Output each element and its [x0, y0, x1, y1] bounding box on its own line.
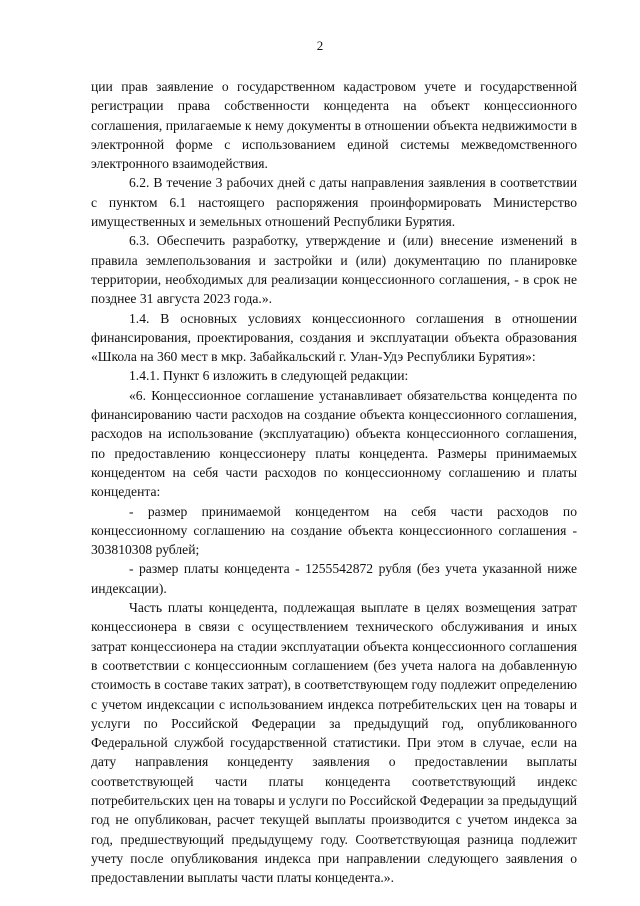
paragraph-indexation: Часть платы концедента, подлежащая выплате в целях возмещения затрат концессионера в связи с осуществлением технического обслуживания и иных затрат концессионера на стадии эксплуатации объекта концессионного соглашения в соответствии с концессионным соглашением (без учета налога на добавленную стоимость в составе таких затрат), в соответствующем году подлежит определению с учетом индексации с использованием индекса потребительских цен на товары и услуги по Российской Федерации за предыдущий год, опубликованного Федеральной службой государственной статистики. При этом в случае, если на дату направления концеденту заявления о предоставлении выплаты соответствующей части платы концедента соответствующий индекс потребительских цен на товары и услуги по Российской Федерации за предыдущий год не опубликован, расчет текущей выплаты производится с учетом индекса за год, предшествующий предыдущему году. Соответствующая разница подлежит учету после опубликования индекса при направлении следующего заявления о предоставлении выплаты части платы концедента.».: [91, 600, 577, 886]
paragraph-1-4-1: 1.4.1. Пункт 6 изложить в следующей редакции:: [129, 368, 409, 384]
list-item-costs: - размер принимаемой концедентом на себя части расходов по концессионному соглашению на создание объекта концессионного соглашения - 303810308 рублей;: [91, 503, 577, 558]
document-body: [91, 77, 577, 887]
paragraph-6-3: 6.3. Обеспечить разработку, утверждение и (или) внесение изменений в правила землепользования и застройки и (или) документацию по планировке территории, необходимых для реализации концессионного соглашения, - в срок не позднее 31 августа 2023 года.».: [91, 233, 577, 307]
paragraph-item-6: «6. Концессионное соглашение устанавливает обязательства концедента по финансированию части расходов на создание объекта концессионного соглашения, расходов на использование (эксплуатацию) объекта концессионного соглашения, по предоставлению концессионеру платы концедента. Размеры принимаемых концедентом на себя части расходов по концессионному соглашению и платы концедента:: [91, 387, 577, 500]
list-item-payment: - размер платы концедента - 1255542872 рубля (без учета указанной ниже индексации).: [91, 561, 577, 596]
paragraph-1-4: 1.4. В основных условиях концессионного соглашения в отношении финансирования, проектирования, создания и эксплуатации объекта образования «Школа на 360 мест в мкр. Забайкальский г. Улан-Удэ Республики Бурятия»:: [91, 310, 577, 365]
paragraph-continuation: ции прав заявление о государственном кадастровом учете и государственной регистрации права собственности концедента на объект концессионного соглашения, прилагаемые к нему документы в отношении объекта недвижимости в электронной форме с использованием единой системы межведомственного электронного взаимодействия.: [91, 79, 577, 172]
paragraph-6-2: 6.2. В течение 3 рабочих дней с даты направления заявления в соответствии с пунктом 6.1 настоящего распоряжения проинформировать Министерство имущественных и земельных отношений Республики Бурятия.: [91, 175, 577, 230]
page-number: 2: [316, 38, 324, 53]
